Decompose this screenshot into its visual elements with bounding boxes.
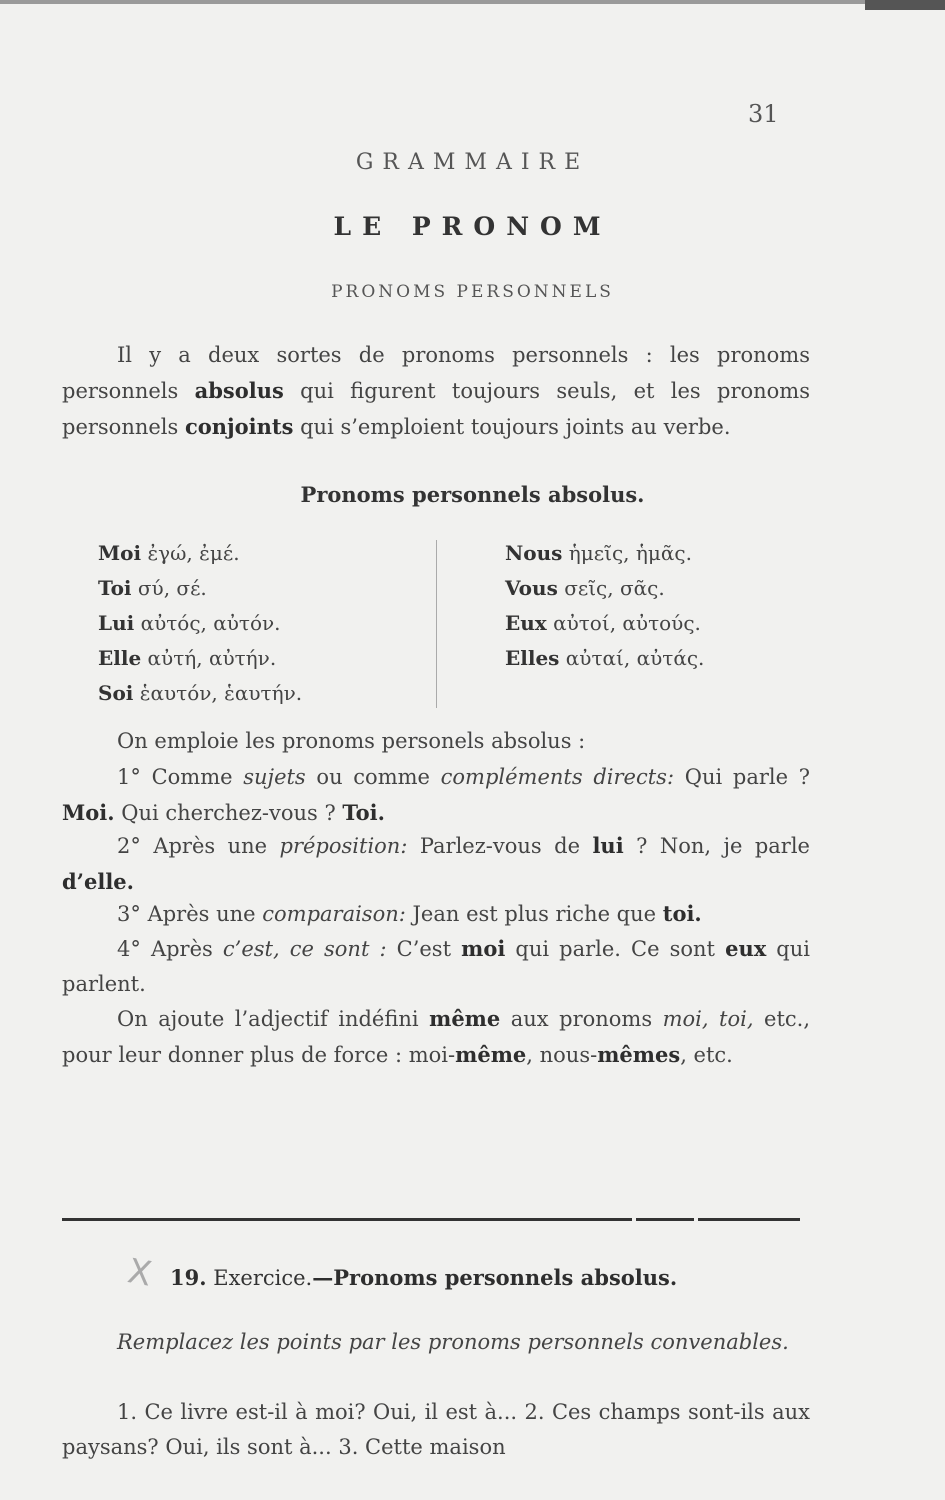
rule-4: 4° Après c’est, ce sont : C’est moi qui parle. Ce sont eux qui parlent. [62, 936, 810, 996]
rule-2: 2° Après une préposition: Parlez-vous de lui ? Non, je parle d’elle. [62, 833, 810, 894]
section-title: GRAMMAIRE [355, 150, 590, 175]
rule-1: 1° Comme sujets ou comme compléments directs: Qui parle ? Moi. Qui cherchez-vous ? Toi. [62, 765, 810, 825]
handwritten-x-mark: X [124, 1251, 155, 1295]
exercise-text: 1. Ce livre est-il à moi? Oui, il est à... 2. Ces champs sont-ils aux paysans? Oui, ils sont à... 3. Cette maison [62, 1400, 810, 1459]
sub-title: PRONOMS PERSONNELS [331, 282, 614, 302]
pronoun-row: Vous σεῖς, σᾶς. [505, 576, 665, 600]
pronoun-row: Toi σύ, σέ. [98, 576, 207, 600]
usage-intro: On emploie les pronoms personels absolus : [117, 729, 586, 753]
pronoun-row: Moi ἐγώ, ἐμέ. [98, 541, 240, 565]
pronoun-row: Elles αὐταί, αὐτάς. [505, 646, 705, 670]
top-corner-shadow [865, 0, 945, 10]
singular-column [98, 536, 302, 711]
plural-column [505, 536, 704, 676]
pronoun-row: Eux αὐτοί, αὐτούς. [505, 611, 701, 635]
pronoun-row: Nous ἡμεῖς, ἡμᾶς. [505, 541, 692, 565]
intro-paragraph: Il y a deux sortes de pronoms personnels : les pronoms personnels absolus qui figurent toujours seuls, et les pronoms personnels conjoints qui s’emploient toujours joints au verbe. [62, 343, 810, 439]
separator-rule [636, 1218, 694, 1221]
rule-3: 3° Après une comparaison: Jean est plus riche que toi. [117, 901, 702, 926]
meme-paragraph: On ajoute l’adjectif indéfini même aux pronoms moi, toi, etc., pour leur donner plus de force : moi-même, nous-mêmes, etc. [62, 1006, 810, 1067]
separator-rule [62, 1218, 632, 1221]
pronoun-row: Elle αὐτή, αὐτήν. [98, 646, 277, 670]
column-divider [436, 540, 437, 708]
pronoun-row: Soi ἑαυτόν, ἑαυτήν. [98, 681, 303, 705]
separator-rule [698, 1218, 800, 1221]
table-title: Pronoms personnels absolus. [300, 482, 645, 507]
exercise-instruction: Remplacez les points par les pronoms personnels convenables. [117, 1330, 789, 1354]
exercise-title: 19. Exercice.—Pronoms personnels absolus. [170, 1265, 678, 1290]
pronoun-row: Lui αὐτός, αὐτόν. [98, 611, 281, 635]
top-edge-line [0, 0, 945, 4]
page-number: 31 [748, 100, 779, 128]
main-title: LE PRONOM [333, 212, 612, 241]
